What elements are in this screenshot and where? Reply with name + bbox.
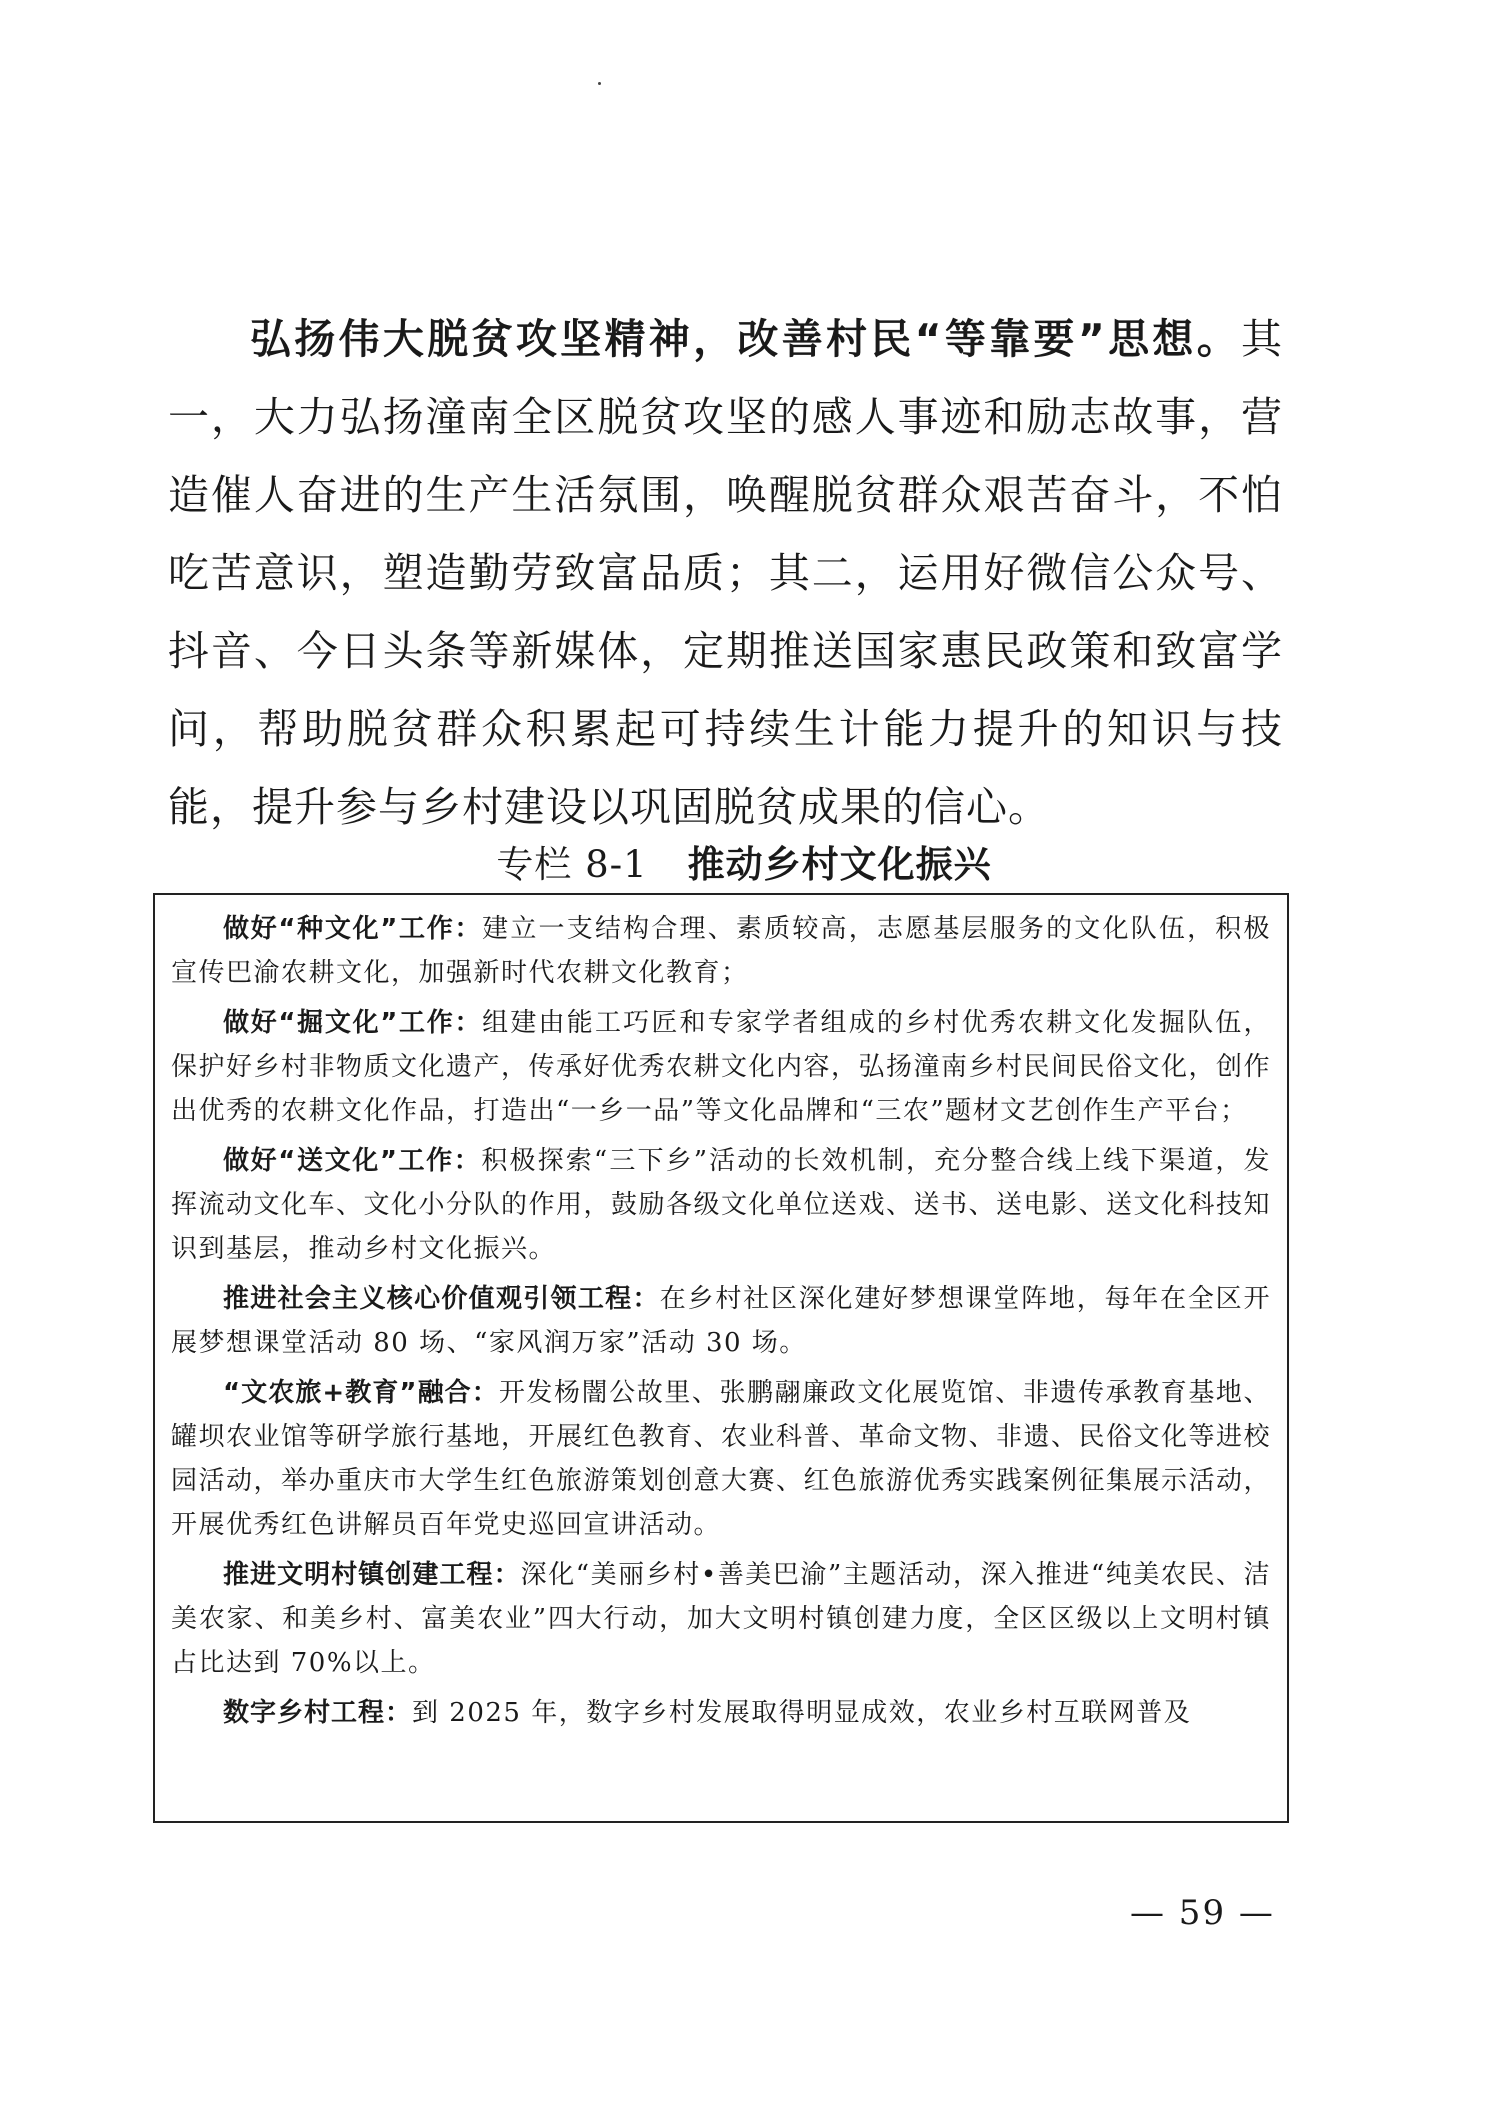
intro-paragraph: [168, 300, 1283, 846]
box-item-core-values: [171, 1277, 1271, 1365]
box-number: 专栏 8-1: [496, 843, 648, 886]
item-text: 开发杨闇公故里、张鹏翮廉政文化展览馆、非遗传承教育基地、罐坝农业馆等研学旅行基地，开展红色教育、农业科普、革命文物、非遗、民俗文化等进校园活动，举办重庆市大学生红色旅游策划创意大赛、红色旅游优秀实践案例征集展示活动，开展优秀红色讲解员百年党史巡回宣讲活动。: [171, 1378, 1272, 1540]
item-keyword: “文农旅+教育”融合：: [223, 1378, 499, 1408]
item-text: 积极探索“三下乡”活动的长效机制，充分整合线上线下渠道，发挥流动文化车、文化小分队的作用，鼓励各级文化单位送戏、送书、送电影、送文化科技知识到基层，推动乡村文化振兴。: [171, 1146, 1272, 1264]
box-item-digging-culture: [171, 1001, 1271, 1133]
item-keyword: 做好“种文化”工作：: [223, 914, 483, 944]
item-keyword: 推进社会主义核心价值观引领工程：: [223, 1284, 660, 1314]
box-item-digital-village: [171, 1691, 1271, 1735]
box-title: [0, 840, 1488, 890]
box-item-culture-tourism-education: [171, 1371, 1271, 1547]
item-text: 深化“美丽乡村•善美巴渝”主题活动，深入推进“纯美农民、洁美农家、和美乡村、富美农业”四大行动，加大文明村镇创建力度，全区区级以上文明村镇占比达到 70%以上。: [171, 1560, 1271, 1678]
intro-text: 其一，大力弘扬潼南全区脱贫攻坚的感人事迹和励志故事，营造催人奋进的生产生活氛围，唤醒脱贫群众艰苦奋斗，不怕吃苦意识，塑造勤劳致富品质；其二，运用好微信公众号、抖音、今日头条等新媒体，定期推送国家惠民政策和致富学问，帮助脱贫群众积累起可持续生计能力提升的知识与技能，提升参与乡村建设以巩固脱贫成果的信心。: [168, 315, 1283, 831]
item-text: 建立一支结构合理、素质较高，志愿基层服务的文化队伍，积极宣传巴渝农耕文化，加强新时代农耕文化教育；: [171, 914, 1271, 988]
item-keyword: 做好“掘文化”工作：: [223, 1008, 483, 1038]
item-text: 到 2025 年，数字乡村发展取得明显成效，农业乡村互联网普及: [412, 1698, 1192, 1728]
item-text: 在乡村社区深化建好梦想课堂阵地，每年在全区开展梦想课堂活动 80 场、“家风润万家”活动 30 场。: [171, 1284, 1271, 1358]
box-item-civilized-villages: [171, 1553, 1271, 1685]
page-number: — 59 —: [1130, 1893, 1275, 1933]
item-keyword: 做好“送文化”工作：: [223, 1146, 482, 1176]
item-keyword: 数字乡村工程：: [223, 1698, 413, 1728]
scan-speck: [598, 82, 601, 85]
intro-lead: 弘扬伟大脱贫攻坚精神，改善村民“等靠要”思想。: [250, 315, 1241, 363]
box-item-planting-culture: [171, 907, 1271, 995]
box-item-delivering-culture: [171, 1139, 1271, 1271]
item-text: 组建由能工巧匠和专家学者组成的乡村优秀农耕文化发掘队伍，保护好乡村非物质文化遗产，传承好优秀农耕文化内容，弘扬潼南乡村民间民俗文化，创作出优秀的农耕文化作品，打造出“一乡一品”等文化品牌和“三农”题材文艺创作生产平台；: [171, 1008, 1272, 1126]
item-keyword: 推进文明村镇创建工程：: [223, 1560, 521, 1590]
special-column-box: [153, 893, 1289, 1823]
box-title-text: 推动乡村文化振兴: [687, 843, 992, 886]
